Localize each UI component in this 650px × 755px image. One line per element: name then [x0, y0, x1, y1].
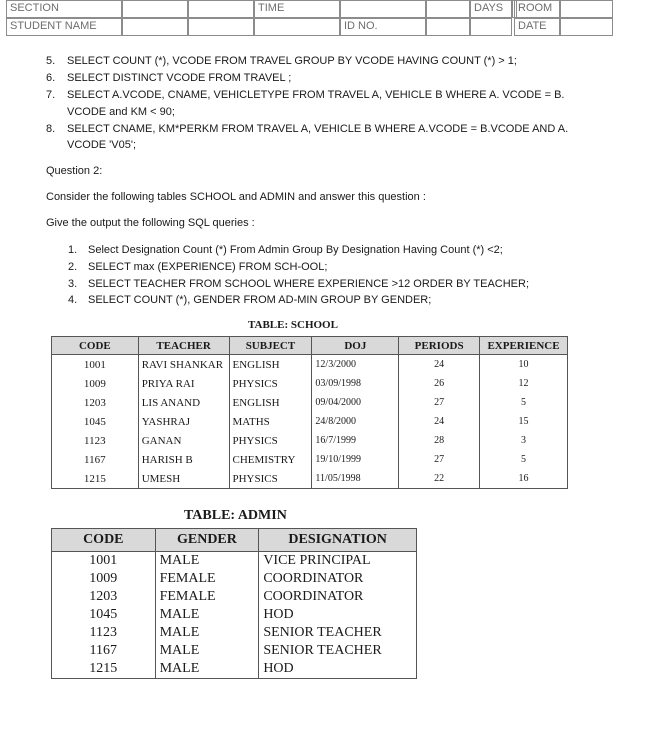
table-cell: 1009: [52, 374, 139, 393]
header-cell: [340, 0, 426, 18]
time-label: TIME: [254, 0, 340, 18]
table-cell: ENGLISH: [229, 355, 312, 375]
table-cell: 5: [480, 393, 568, 412]
table-cell: 03/09/1998: [312, 374, 399, 393]
table-cell: 1215: [52, 469, 139, 489]
table-cell: 1001: [52, 355, 139, 375]
table-cell: 15: [480, 412, 568, 431]
table-cell: FEMALE: [155, 588, 259, 606]
table-cell: 16: [480, 469, 568, 489]
column-header: TEACHER: [138, 337, 229, 355]
header-cell: [426, 0, 470, 18]
date-label: DATE: [514, 18, 560, 36]
question2-heading: Question 2:: [46, 165, 103, 177]
room-label: ROOM: [514, 0, 560, 18]
table-cell: 19/10/1999: [312, 450, 399, 469]
admin-table: [51, 528, 417, 679]
table-cell: MALE: [155, 642, 259, 660]
table-cell: 09/04/2000: [312, 393, 399, 412]
days-label: DAYS: [470, 0, 512, 18]
student-name-label: STUDENT NAME: [6, 18, 122, 36]
table-cell: 28: [399, 431, 480, 450]
header-cell: [188, 0, 254, 18]
table-cell: 22: [399, 469, 480, 489]
column-header: DESIGNATION: [259, 529, 417, 552]
room-field[interactable]: [560, 0, 613, 18]
table-cell: SENIOR TEACHER: [259, 624, 417, 642]
header-cell: [254, 18, 340, 36]
table-cell: 3: [480, 431, 568, 450]
header-cell: [470, 18, 512, 36]
student-name-field[interactable]: [122, 18, 188, 36]
table-cell: LIS ANAND: [138, 393, 229, 412]
table-cell: 11/05/1998: [312, 469, 399, 489]
table-cell: 1215: [52, 660, 156, 679]
column-header: DOJ: [312, 337, 399, 355]
question-number: 3.: [68, 278, 78, 290]
table-row: [52, 450, 568, 469]
header-form: [6, 0, 613, 36]
table-cell: MALE: [155, 606, 259, 624]
question-text-continued: VCODE 'V05';: [67, 139, 137, 151]
question-text: SELECT COUNT (*), GENDER FROM AD-MIN GROUP BY GENDER;: [88, 294, 432, 306]
question-text: SELECT max (EXPERIENCE) FROM SCH-OOL;: [88, 261, 328, 273]
table-cell: 10: [480, 355, 568, 375]
question-number: 2.: [68, 261, 78, 273]
column-header: CODE: [52, 529, 156, 552]
table-row: [52, 642, 417, 660]
table-cell: 1045: [52, 412, 139, 431]
table-cell: 26: [399, 374, 480, 393]
column-header: PERIODS: [399, 337, 480, 355]
question-number: 7.: [46, 89, 56, 101]
table-cell: GANAN: [138, 431, 229, 450]
question2-prompt: Give the output the following SQL queries :: [46, 217, 255, 229]
question-text: Select Designation Count (*) From Admin Group By Designation Having Count (*) <2;: [88, 244, 503, 256]
school-table: [51, 336, 568, 489]
header-cell: [188, 18, 254, 36]
table-row: [52, 552, 417, 571]
date-field[interactable]: [560, 18, 613, 36]
table-row: [52, 570, 417, 588]
question-text-continued: VCODE and KM < 90;: [67, 106, 175, 118]
table-cell: PRIYA RAI: [138, 374, 229, 393]
table-row: [52, 431, 568, 450]
table-row: [52, 412, 568, 431]
table-cell: 1123: [52, 431, 139, 450]
table-cell: CHEMISTRY: [229, 450, 312, 469]
table-cell: 24/8/2000: [312, 412, 399, 431]
table-cell: MATHS: [229, 412, 312, 431]
table-row: [52, 393, 568, 412]
table-row: [52, 624, 417, 642]
header-cell: [426, 18, 470, 36]
table-cell: MALE: [155, 624, 259, 642]
section-field[interactable]: [122, 0, 188, 18]
table-cell: UMESH: [138, 469, 229, 489]
table-cell: COORDINATOR: [259, 570, 417, 588]
table-cell: ENGLISH: [229, 393, 312, 412]
question-number: 1.: [68, 244, 78, 256]
table-cell: PHYSICS: [229, 374, 312, 393]
question-text: SELECT COUNT (*), VCODE FROM TRAVEL GROUP BY VCODE HAVING COUNT (*) > 1;: [67, 55, 517, 67]
table-cell: HARISH B: [138, 450, 229, 469]
table-cell: 1123: [52, 624, 156, 642]
table-cell: RAVI SHANKAR: [138, 355, 229, 375]
question-text: SELECT TEACHER FROM SCHOOL WHERE EXPERIENCE >12 ORDER BY TEACHER;: [88, 278, 530, 290]
table-cell: 16/7/1999: [312, 431, 399, 450]
column-header: EXPERIENCE: [480, 337, 568, 355]
table-row: [52, 588, 417, 606]
table-cell: SENIOR TEACHER: [259, 642, 417, 660]
table-header-row: [52, 529, 417, 552]
table-cell: MALE: [155, 552, 259, 571]
table-cell: COORDINATOR: [259, 588, 417, 606]
table-row: [52, 374, 568, 393]
school-table-title: TABLE: SCHOOL: [248, 319, 338, 331]
table-cell: FEMALE: [155, 570, 259, 588]
column-header: GENDER: [155, 529, 259, 552]
question-number: 5.: [46, 55, 56, 67]
table-cell: 27: [399, 393, 480, 412]
table-cell: 12: [480, 374, 568, 393]
table-cell: 1203: [52, 393, 139, 412]
id-no-label: ID NO.: [340, 18, 426, 36]
table-row: [52, 606, 417, 624]
table-cell: 24: [399, 412, 480, 431]
table-cell: HOD: [259, 606, 417, 624]
table-cell: 1045: [52, 606, 156, 624]
question-text: SELECT A.VCODE, CNAME, VEHICLETYPE FROM TRAVEL A, VEHICLE B WHERE A. VCODE = B.: [67, 89, 565, 101]
table-row: [52, 355, 568, 375]
admin-table-title: TABLE: ADMIN: [184, 508, 287, 523]
table-cell: MALE: [155, 660, 259, 679]
table-cell: 24: [399, 355, 480, 375]
table-header-row: [52, 337, 568, 355]
table-cell: 1203: [52, 588, 156, 606]
column-header: CODE: [52, 337, 139, 355]
table-cell: 27: [399, 450, 480, 469]
table-cell: 5: [480, 450, 568, 469]
question2-intro: Consider the following tables SCHOOL and ADMIN and answer this question :: [46, 191, 426, 203]
table-row: [52, 469, 568, 489]
table-cell: 1167: [52, 642, 156, 660]
table-cell: 1001: [52, 552, 156, 571]
table-cell: HOD: [259, 660, 417, 679]
section-label: SECTION: [6, 0, 122, 18]
table-cell: PHYSICS: [229, 431, 312, 450]
question-text: SELECT DISTINCT VCODE FROM TRAVEL ;: [67, 72, 292, 84]
table-row: [52, 660, 417, 679]
column-header: SUBJECT: [229, 337, 312, 355]
table-cell: VICE PRINCIPAL: [259, 552, 417, 571]
table-cell: 1009: [52, 570, 156, 588]
question-number: 6.: [46, 72, 56, 84]
question-number: 8.: [46, 123, 56, 135]
question-text: SELECT CNAME, KM*PERKM FROM TRAVEL A, VEHICLE B WHERE A.VCODE = B.VCODE AND A.: [67, 123, 569, 135]
question-number: 4.: [68, 294, 78, 306]
table-cell: 12/3/2000: [312, 355, 399, 375]
table-cell: PHYSICS: [229, 469, 312, 489]
table-cell: YASHRAJ: [138, 412, 229, 431]
table-cell: 1167: [52, 450, 139, 469]
